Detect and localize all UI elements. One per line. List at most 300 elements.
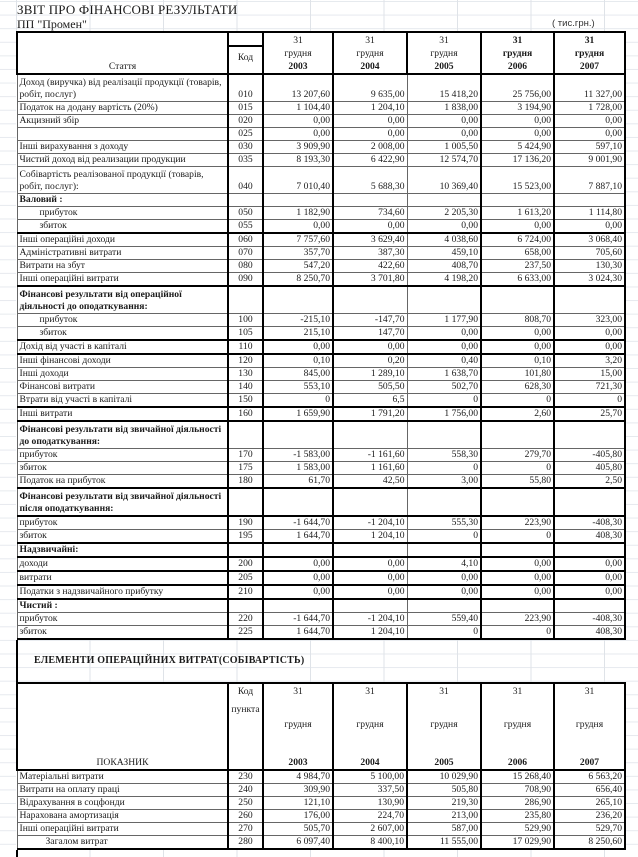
table-row	[17, 784, 625, 797]
cell-2005: 1 756,00	[407, 407, 481, 421]
row-label: Матеріальні витрати	[17, 770, 228, 784]
cell-2005: 3,00	[407, 475, 481, 489]
cell-2004	[333, 599, 407, 613]
row-code: 070	[228, 247, 263, 260]
row-label: Акцизний збір	[17, 115, 228, 128]
cell-2003: 3 909,90	[263, 141, 333, 154]
column-header-2003: 31 грудня 2003	[263, 683, 333, 770]
cell-2004: -1 204,10	[333, 516, 407, 530]
cell-2006: 15 523,00	[481, 167, 554, 194]
row-code: 060	[228, 233, 263, 247]
cell-2005: 4 038,60	[407, 233, 481, 247]
row-label: Податки з надзвичайного прибутку	[17, 585, 228, 599]
cell-2004: 6 422,90	[333, 154, 407, 167]
cell-2006: 0	[481, 462, 554, 475]
cell-2006: 235,80	[481, 810, 554, 823]
cell-2004: 0,00	[333, 571, 407, 585]
row-code: 270	[228, 823, 263, 836]
cell-2003: 1 104,40	[263, 102, 333, 115]
operating-costs-table	[16, 682, 626, 850]
cell-2007: 0,00	[554, 327, 625, 341]
row-code: 090	[228, 273, 263, 287]
cell-2004: 734,60	[333, 207, 407, 220]
cell-2003: 1 182,90	[263, 207, 333, 220]
table-header-row	[17, 683, 625, 770]
row-label: Інші операційні витрати	[17, 823, 228, 836]
table-row	[17, 314, 625, 327]
cell-2007: 9 001,90	[554, 154, 625, 167]
table-row	[17, 194, 625, 207]
row-label: Фінансові результати від звичайної діяльності після оподаткування:	[17, 488, 228, 516]
table-row	[17, 530, 625, 544]
cell-2006: 223,90	[481, 613, 554, 626]
cell-2006: 0,00	[481, 128, 554, 141]
cell-2004: 1 204,10	[333, 530, 407, 544]
row-code: 110	[228, 340, 263, 354]
row-code: 195	[228, 530, 263, 544]
cell-2003: 121,10	[263, 797, 333, 810]
column-header-2005: 31 грудня 2005	[407, 32, 481, 74]
column-header-2005: 31 грудня 2005	[407, 683, 481, 770]
row-code: 160	[228, 407, 263, 421]
table-row	[17, 74, 625, 102]
row-code: 140	[228, 381, 263, 394]
cell-2005: 1 838,00	[407, 102, 481, 115]
cell-2007: 1 728,00	[554, 102, 625, 115]
cell-2003: 8 250,70	[263, 273, 333, 287]
cell-2006	[481, 421, 554, 449]
cell-2004: 42,50	[333, 475, 407, 489]
cell-2003	[263, 599, 333, 613]
row-label: збиток	[17, 220, 228, 234]
cell-2003: 1 583,00	[263, 462, 333, 475]
row-code	[228, 421, 263, 449]
cell-2003	[263, 421, 333, 449]
cell-2003	[263, 194, 333, 207]
table-row	[17, 286, 625, 314]
cell-2005: 459,10	[407, 247, 481, 260]
cell-2007: 529,70	[554, 823, 625, 836]
row-code: 225	[228, 626, 263, 640]
cell-2003: 505,70	[263, 823, 333, 836]
cell-2003: -1 644,70	[263, 516, 333, 530]
cell-2006: 0,00	[481, 571, 554, 585]
row-code: 190	[228, 516, 263, 530]
cell-2006: 2,60	[481, 407, 554, 421]
table-row	[17, 354, 625, 368]
cell-2007: 0,00	[554, 557, 625, 571]
table-row	[17, 381, 625, 394]
cell-2006: 0	[481, 530, 554, 544]
table-row	[17, 599, 625, 613]
cell-2004: 5 688,30	[333, 167, 407, 194]
cell-2006	[481, 543, 554, 557]
cell-2005: 4 198,20	[407, 273, 481, 287]
cell-2004: 1 289,10	[333, 368, 407, 381]
cell-2006: 223,90	[481, 516, 554, 530]
cell-2003: 176,00	[263, 810, 333, 823]
cell-2007: 0,00	[554, 571, 625, 585]
cell-2007: -408,30	[554, 613, 625, 626]
row-label: Фінансові результати від звичайної діяльності до оподаткування:	[17, 421, 228, 449]
cell-2004: 3 629,40	[333, 233, 407, 247]
cell-2007: 0,00	[554, 340, 625, 354]
cell-2005: 15 418,20	[407, 74, 481, 102]
cell-2005: 0,40	[407, 354, 481, 368]
cell-2004: -1 204,10	[333, 613, 407, 626]
row-code: 220	[228, 613, 263, 626]
cell-2007: 8 250,60	[554, 836, 625, 850]
cell-2007: 323,00	[554, 314, 625, 327]
cell-2006: 1 613,20	[481, 207, 554, 220]
cell-2007: 236,20	[554, 810, 625, 823]
cell-2005: 502,70	[407, 381, 481, 394]
cell-2004: 9 635,00	[333, 74, 407, 102]
table-row	[17, 475, 625, 489]
cell-2005: 1 177,90	[407, 314, 481, 327]
table-row	[17, 115, 625, 128]
cell-2005: 11 555,00	[407, 836, 481, 850]
row-code: 105	[228, 327, 263, 341]
row-label: збиток	[17, 530, 228, 544]
report-title: ЗВІТ ПРО ФІНАНСОВІ РЕЗУЛЬТАТИ	[17, 2, 238, 17]
cell-2005: 559,40	[407, 613, 481, 626]
row-label: Валовий :	[17, 194, 228, 207]
cell-2006: 0,00	[481, 585, 554, 599]
row-label: Чистий доход від реализации продукции	[17, 154, 228, 167]
cell-2005: 558,30	[407, 449, 481, 462]
row-code	[228, 543, 263, 557]
cell-2007: 656,40	[554, 784, 625, 797]
cell-2005: 555,30	[407, 516, 481, 530]
cell-2003: 0,00	[263, 585, 333, 599]
cell-2004: 147,70	[333, 327, 407, 341]
cell-2006: 6 724,00	[481, 233, 554, 247]
cell-2007: 1 114,80	[554, 207, 625, 220]
cell-2003: 7 010,40	[263, 167, 333, 194]
row-code: 180	[228, 475, 263, 489]
company-name: ПП "Промен"	[17, 17, 87, 31]
cell-2007: 405,80	[554, 462, 625, 475]
row-label: Інші вирахування з доходу	[17, 141, 228, 154]
table-row	[17, 128, 625, 141]
cell-2005: 12 574,70	[407, 154, 481, 167]
row-label: Нарахована амортизація	[17, 810, 228, 823]
row-code: 010	[228, 74, 263, 102]
cell-2004: 1 204,10	[333, 102, 407, 115]
row-label: прибуток	[17, 207, 228, 220]
cell-2006: 17 029,90	[481, 836, 554, 850]
row-code: 050	[228, 207, 263, 220]
cell-2005: 2 205,30	[407, 207, 481, 220]
cell-2007	[554, 599, 625, 613]
cell-2004: 0,00	[333, 340, 407, 354]
table-row	[17, 516, 625, 530]
cell-2004: 130,90	[333, 797, 407, 810]
table-row	[17, 836, 625, 850]
cell-2003: 357,70	[263, 247, 333, 260]
cell-2004: 2 607,00	[333, 823, 407, 836]
cell-2004: 1 161,60	[333, 462, 407, 475]
cell-2006: 0,00	[481, 327, 554, 341]
cell-2003: 0,00	[263, 115, 333, 128]
cell-2005: 0,00	[407, 585, 481, 599]
cell-2003: 553,10	[263, 381, 333, 394]
cell-2006: 708,90	[481, 784, 554, 797]
cell-2003: -1 644,70	[263, 613, 333, 626]
row-label: Інші операційні доходи	[17, 233, 228, 247]
cell-2003: 1 644,70	[263, 530, 333, 544]
cell-2005: 0	[407, 530, 481, 544]
cell-2003: 61,70	[263, 475, 333, 489]
cell-2006: 279,70	[481, 449, 554, 462]
row-code: 280	[228, 836, 263, 850]
cell-2006: 0,10	[481, 354, 554, 368]
cell-2005: 1 638,70	[407, 368, 481, 381]
row-label: Надзвичайні:	[17, 543, 228, 557]
cell-2003	[263, 488, 333, 516]
row-code: 030	[228, 141, 263, 154]
row-label: Дохід від участі в капіталі	[17, 340, 228, 354]
cell-2005	[407, 543, 481, 557]
cell-2004: -147,70	[333, 314, 407, 327]
row-code: 240	[228, 784, 263, 797]
cell-2006: 6 633,00	[481, 273, 554, 287]
cell-2004: -1 161,60	[333, 449, 407, 462]
cell-2005: 10 369,40	[407, 167, 481, 194]
cell-2004: 1 791,20	[333, 407, 407, 421]
cell-2007: 3 068,40	[554, 233, 625, 247]
row-label: доходи	[17, 557, 228, 571]
cell-2005: 587,00	[407, 823, 481, 836]
row-code: 025	[228, 128, 263, 141]
cell-2005: 219,30	[407, 797, 481, 810]
cell-2003: 7 757,60	[263, 233, 333, 247]
cell-2003: 0	[263, 394, 333, 408]
cell-2005	[407, 488, 481, 516]
cell-2006: 101,80	[481, 368, 554, 381]
table-header-row	[17, 32, 625, 74]
cell-2005: 10 029,90	[407, 770, 481, 784]
table-row	[17, 585, 625, 599]
table-row	[17, 770, 625, 784]
cell-2004: 0,00	[333, 220, 407, 234]
cell-2003: 309,90	[263, 784, 333, 797]
column-header-2004: 31 грудня 2004	[333, 683, 407, 770]
cell-2004: 5 100,00	[333, 770, 407, 784]
cell-2006: 0,00	[481, 115, 554, 128]
cell-2003: 0,00	[263, 220, 333, 234]
cell-2007: 11 327,00	[554, 74, 625, 102]
row-code: 120	[228, 354, 263, 368]
row-code: 205	[228, 571, 263, 585]
cell-2007: 265,10	[554, 797, 625, 810]
financial-results-table	[16, 31, 626, 640]
row-code: 035	[228, 154, 263, 167]
cell-2004: 8 400,10	[333, 836, 407, 850]
row-code: 150	[228, 394, 263, 408]
cell-2007	[554, 488, 625, 516]
row-code: 250	[228, 797, 263, 810]
cell-2006: 658,00	[481, 247, 554, 260]
cell-2003: -215,10	[263, 314, 333, 327]
cell-2006: 5 424,90	[481, 141, 554, 154]
cell-2004	[333, 421, 407, 449]
cell-2003: 4 984,70	[263, 770, 333, 784]
cell-2003: 215,10	[263, 327, 333, 341]
cell-2007: 0,00	[554, 128, 625, 141]
cell-2004: 0,00	[333, 585, 407, 599]
column-header-code: Код	[228, 32, 263, 74]
column-header-indicator: ПОКАЗНИК	[17, 683, 228, 770]
cell-2006: 0,00	[481, 557, 554, 571]
cell-2005: 0,00	[407, 220, 481, 234]
cell-2006: 808,70	[481, 314, 554, 327]
table-row	[17, 797, 625, 810]
cell-2006: 0	[481, 394, 554, 408]
row-code: 200	[228, 557, 263, 571]
cell-2004: 0,20	[333, 354, 407, 368]
cell-2005: 505,80	[407, 784, 481, 797]
table-row	[17, 571, 625, 585]
cell-2003: 8 193,30	[263, 154, 333, 167]
cell-2003: 1 659,90	[263, 407, 333, 421]
cell-2007: 705,60	[554, 247, 625, 260]
column-header-2007: 31 грудня 2007	[554, 32, 625, 74]
table-row	[17, 167, 625, 194]
cell-2004	[333, 194, 407, 207]
table-row	[17, 260, 625, 273]
row-code: 020	[228, 115, 263, 128]
cell-2003: -1 583,00	[263, 449, 333, 462]
column-header-item: Стаття	[17, 32, 228, 74]
row-label: витрати	[17, 571, 228, 585]
row-code: 100	[228, 314, 263, 327]
cell-2005: 0	[407, 462, 481, 475]
table-row	[17, 449, 625, 462]
cell-2007: 0	[554, 394, 625, 408]
cell-2005	[407, 599, 481, 613]
cell-2006	[481, 286, 554, 314]
cell-2007: 0,00	[554, 220, 625, 234]
cell-2007: 3,20	[554, 354, 625, 368]
row-label: збиток	[17, 327, 228, 341]
table-row	[17, 327, 625, 341]
cell-2004: 505,50	[333, 381, 407, 394]
table-row	[17, 247, 625, 260]
row-label: Собівартість реалізованої продукції (товарів, робіт, послуг):	[17, 167, 228, 194]
column-header-2007: 31 грудня 2007	[554, 683, 625, 770]
cell-2007: 7 887,10	[554, 167, 625, 194]
row-label	[17, 128, 228, 141]
cell-2003: 1 644,70	[263, 626, 333, 640]
cell-2004: 337,50	[333, 784, 407, 797]
cell-2006: 0,00	[481, 220, 554, 234]
cell-2005	[407, 194, 481, 207]
table-row	[17, 340, 625, 354]
row-label: збиток	[17, 626, 228, 640]
row-label: Податок на додану вартість (20%)	[17, 102, 228, 115]
table-row	[17, 421, 625, 449]
row-code	[228, 194, 263, 207]
row-label: прибуток	[17, 314, 228, 327]
cell-2007	[554, 421, 625, 449]
cell-2006	[481, 488, 554, 516]
cell-2007: -405,80	[554, 449, 625, 462]
table-row	[17, 394, 625, 408]
row-label: Інші витрати	[17, 407, 228, 421]
row-label: Податок на прибуток	[17, 475, 228, 489]
row-label: Витрати на оплату праці	[17, 784, 228, 797]
cell-2007: -408,30	[554, 516, 625, 530]
row-label: Доход (виручка) від реалізації продукції (товарів, робіт, послуг)	[17, 74, 228, 102]
row-label: прибуток	[17, 449, 228, 462]
table-row	[17, 626, 625, 640]
table-row	[17, 557, 625, 571]
cell-2003: 13 207,60	[263, 74, 333, 102]
cell-2006: 529,90	[481, 823, 554, 836]
cell-2005: 213,00	[407, 810, 481, 823]
cell-2005: 408,70	[407, 260, 481, 273]
cell-2005	[407, 286, 481, 314]
cell-2006: 0,00	[481, 340, 554, 354]
row-label: Інші операційні витрати	[17, 273, 228, 287]
cell-2003: 0,00	[263, 571, 333, 585]
cell-2007: 408,30	[554, 530, 625, 544]
row-code	[228, 488, 263, 516]
cell-2004	[333, 488, 407, 516]
row-label: Загалом витрат	[17, 836, 228, 850]
table-row	[17, 462, 625, 475]
section-title: ЕЛЕМЕНТИ ОПЕРАЦІЙНИХ ВИТРАТ(СОБІВАРТІСТЬ)	[34, 655, 305, 666]
row-code: 175	[228, 462, 263, 475]
cell-2006: 0	[481, 626, 554, 640]
table-row	[17, 233, 625, 247]
row-label: збиток	[17, 462, 228, 475]
cell-2005: 0,00	[407, 115, 481, 128]
cell-2004: 387,30	[333, 247, 407, 260]
cell-2003: 6 097,40	[263, 836, 333, 850]
row-label: прибуток	[17, 516, 228, 530]
row-code: 230	[228, 770, 263, 784]
cell-2003: 0,00	[263, 128, 333, 141]
cell-2006: 17 136,20	[481, 154, 554, 167]
column-header-2006: 31 грудня 2006	[481, 32, 554, 74]
cell-2007	[554, 543, 625, 557]
cell-2004	[333, 286, 407, 314]
cell-2003: 547,20	[263, 260, 333, 273]
cell-2007: 15,00	[554, 368, 625, 381]
cell-2006: 237,50	[481, 260, 554, 273]
table-row	[17, 220, 625, 234]
cell-2005: 0	[407, 394, 481, 408]
cell-2005	[407, 421, 481, 449]
cell-2003	[263, 543, 333, 557]
cell-2004: 224,70	[333, 810, 407, 823]
cell-2003: 0,10	[263, 354, 333, 368]
cell-2007	[554, 286, 625, 314]
cell-2005: 0,00	[407, 571, 481, 585]
cell-2005: 0	[407, 626, 481, 640]
row-label: Інші фінансові доходи	[17, 354, 228, 368]
table-row	[17, 154, 625, 167]
column-header-2004: 31 грудня 2004	[333, 32, 407, 74]
cell-2003: 0,00	[263, 340, 333, 354]
table-row	[17, 407, 625, 421]
cell-2005: 0,00	[407, 128, 481, 141]
row-code: 130	[228, 368, 263, 381]
row-label: Адміністративні витрати	[17, 247, 228, 260]
